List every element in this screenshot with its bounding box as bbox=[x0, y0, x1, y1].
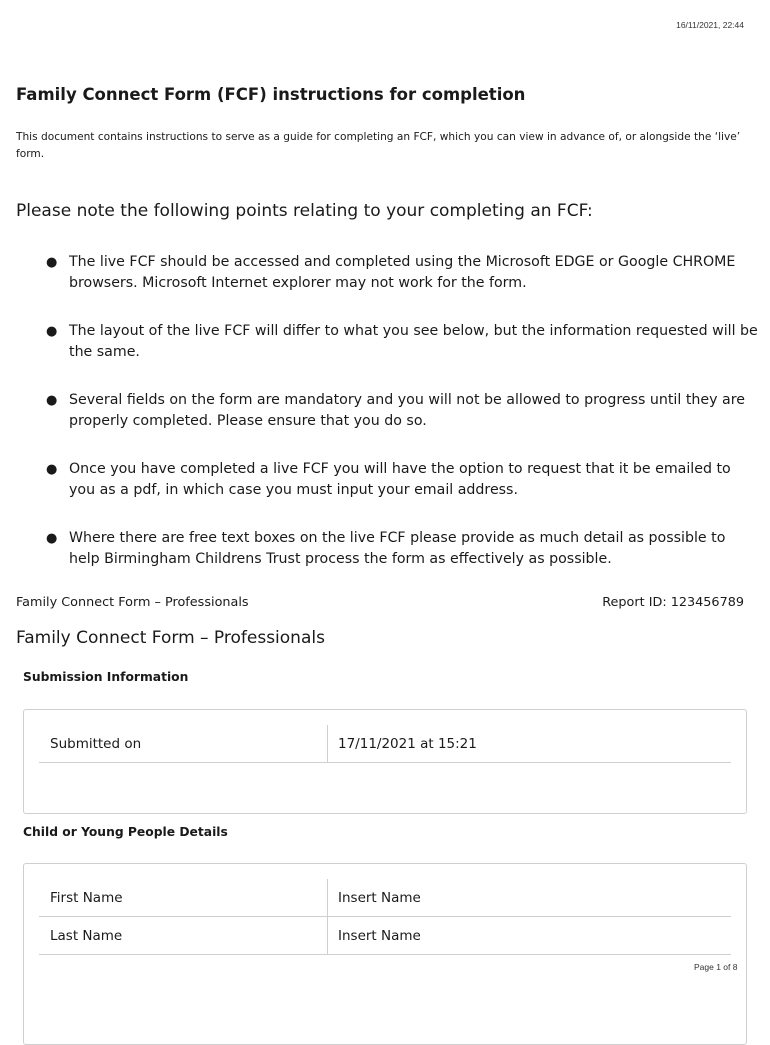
bullet-icon: ● bbox=[46, 324, 58, 339]
document-title: Family Connect Form (FCF) instructions for completion bbox=[16, 85, 526, 104]
table-row bbox=[39, 879, 731, 917]
column-divider bbox=[327, 725, 328, 762]
column-divider bbox=[327, 879, 328, 916]
child-details-card bbox=[23, 863, 747, 1045]
field-value: Insert Name bbox=[338, 890, 421, 906]
list-item: ● Once you have completed a live FCF you will have the option to request that it be emailed to you as a pdf, in which case you must input your email address. bbox=[46, 461, 731, 498]
list-item: ● Several fields on the form are mandatory and you will not be allowed to progress until they are properly completed. Please ensure that you do so. bbox=[46, 392, 745, 429]
field-label: Submitted on bbox=[50, 736, 142, 752]
submission-card bbox=[23, 709, 747, 814]
bullet-icon: ● bbox=[46, 393, 58, 408]
report-id: Report ID: 123456789 bbox=[602, 595, 744, 610]
bullet-icon: ● bbox=[46, 255, 58, 270]
field-value: 17/11/2021 at 15:21 bbox=[338, 736, 477, 752]
section-title-child-details: Child or Young People Details bbox=[23, 825, 228, 839]
field-label: Last Name bbox=[50, 928, 123, 944]
bullet-icon: ● bbox=[46, 462, 58, 477]
list-item: ● The live FCF should be accessed and completed using the Microsoft EDGE or Google CHROME browsers. Microsoft Internet explorer may not work for the form. bbox=[46, 254, 736, 291]
list-item: ● The layout of the live FCF will differ to what you see below, but the information requested will be the same. bbox=[46, 323, 758, 360]
section-title-submission: Submission Information bbox=[23, 670, 189, 684]
column-divider bbox=[327, 917, 328, 954]
form-header-label: Family Connect Form – Professionals bbox=[16, 595, 249, 610]
intro-paragraph: This document contains instructions to serve as a guide for completing an FCF, which you can view in advance of, or alongside the ‘live’ form. bbox=[16, 131, 741, 160]
form-title: Family Connect Form – Professionals bbox=[16, 628, 325, 648]
table-row bbox=[39, 725, 731, 763]
table-row bbox=[39, 917, 731, 955]
points-heading: Please note the following points relating to your completing an FCF: bbox=[16, 201, 593, 221]
print-timestamp: 16/11/2021, 22:44 bbox=[676, 20, 744, 30]
list-item: ● Where there are free text boxes on the live FCF please provide as much detail as possible to help Birmingham Childrens Trust process the form as effectively as possible. bbox=[46, 530, 726, 567]
field-label: First Name bbox=[50, 890, 123, 906]
field-value: Insert Name bbox=[338, 928, 421, 944]
instruction-list bbox=[0, 252, 770, 597]
page-number: Page 1 of 8 bbox=[694, 962, 738, 972]
bullet-icon: ● bbox=[46, 531, 58, 546]
